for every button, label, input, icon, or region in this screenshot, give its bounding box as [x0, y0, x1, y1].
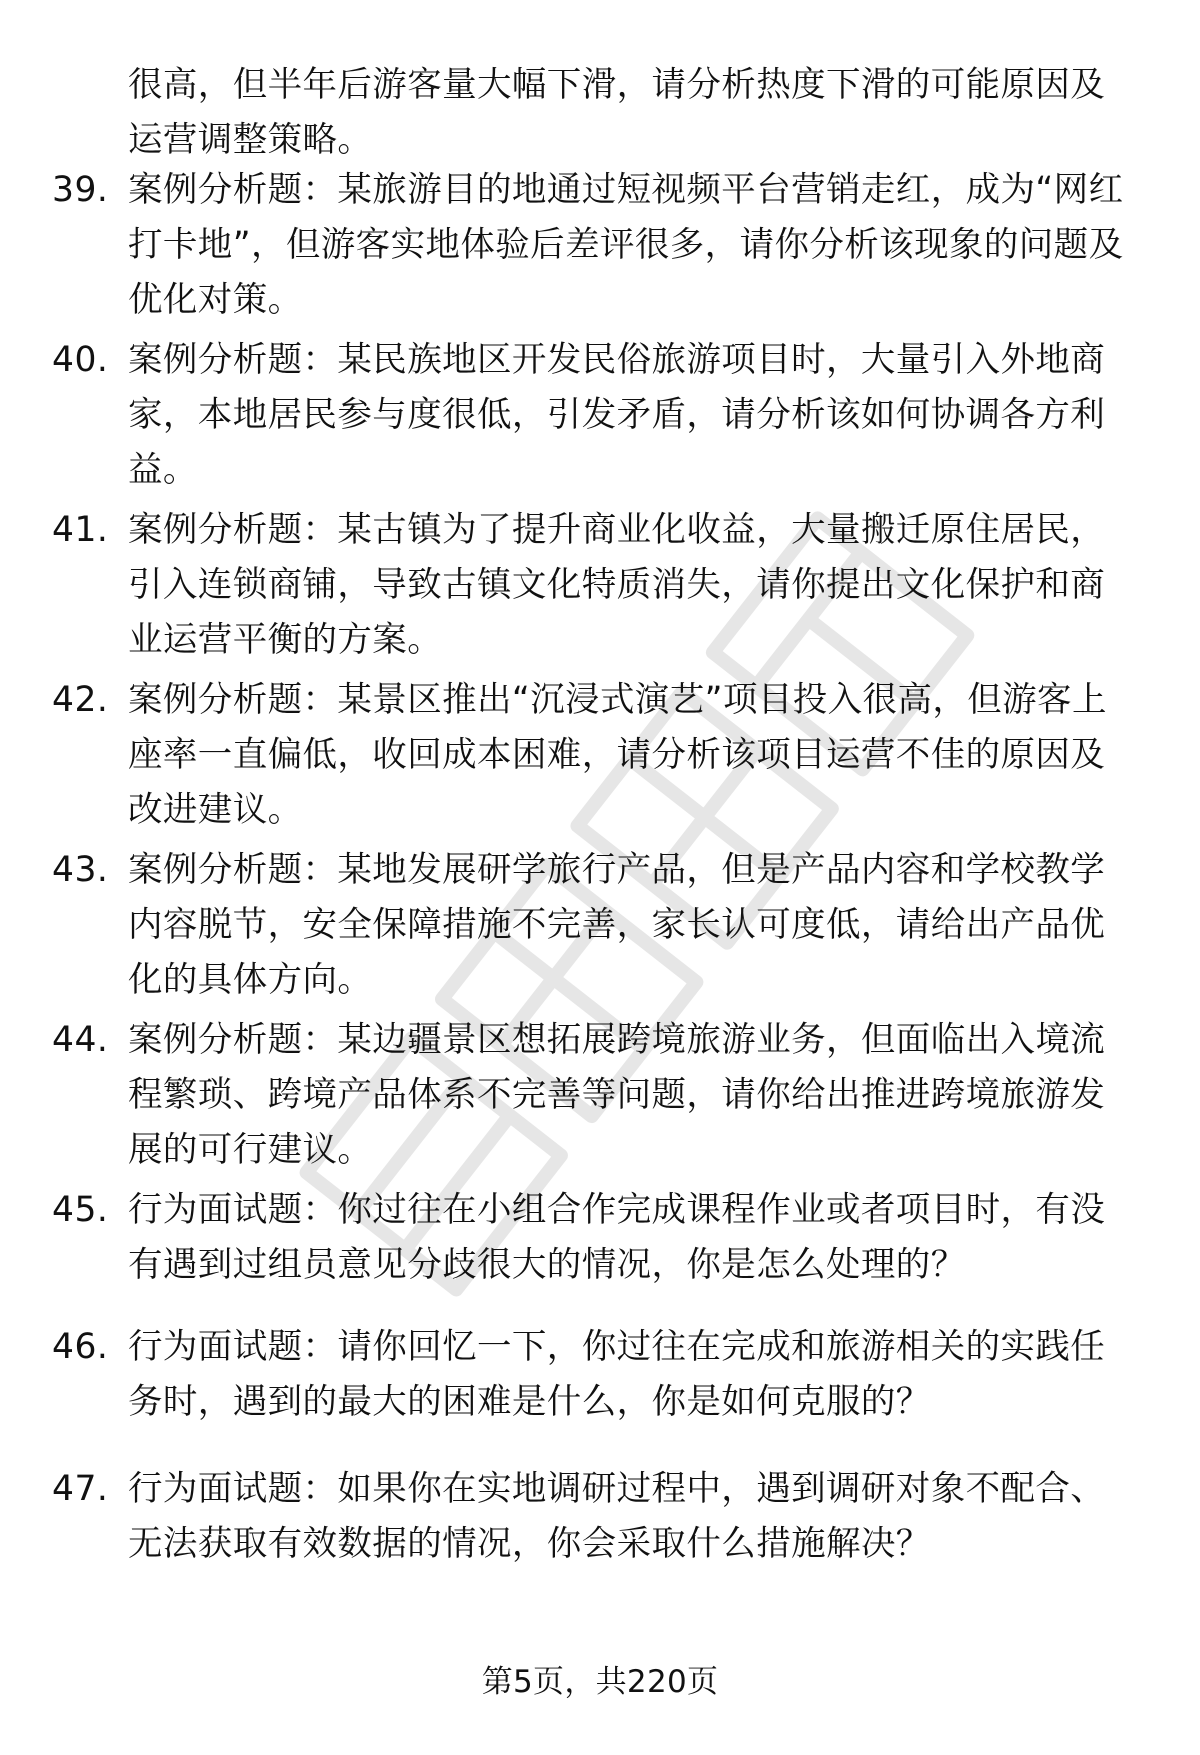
question-number: 43.: [52, 850, 109, 890]
question-text: 案例分析题：某民族地区开发民俗旅游项目时，大量引入外地商家，本地居民参与度很低，引发矛盾，请分析该如何协调各方利益。: [128, 340, 1106, 490]
question-number: 45.: [52, 1190, 109, 1230]
question-text: 行为面试题：请你回忆一下，你过往在完成和旅游相关的实践任务时，遇到的最大的困难是什么，你是如何克服的？: [128, 1327, 1106, 1422]
question-text: 案例分析题：某边疆景区想拓展跨境旅游业务，但面临出入境流程繁琐、跨境产品体系不完善等问题，请你给出推进跨境旅游发展的可行建议。: [128, 1020, 1106, 1170]
question-text: 案例分析题：某景区推出“沉浸式演艺”项目投入很高，但游客上座率一直偏低，收回成本困难，请分析该项目运营不佳的原因及改进建议。: [128, 680, 1107, 830]
question-text: 案例分析题：某旅游目的地通过短视频平台营销走红，成为“网红打卡地”，但游客实地体验后差评很多，请你分析该现象的问题及优化对策。: [128, 170, 1124, 320]
question-number: 46.: [52, 1327, 109, 1367]
question-number: 47.: [52, 1469, 109, 1509]
question-item: [52, 1320, 1142, 1430]
question-item: [52, 1183, 1142, 1293]
question-item: [52, 1013, 1142, 1178]
question-number: 40.: [52, 340, 109, 380]
question-item: [52, 163, 1142, 328]
continuation-text: 很高，但半年后游客量大幅下滑，请分析热度下滑的可能原因及运营调整策略。: [128, 65, 1106, 160]
question-number: 44.: [52, 1020, 109, 1060]
question-text: 案例分析题：某古镇为了提升商业化收益，大量搬迁原住居民，引入连锁商铺，导致古镇文化特质消失，请你提出文化保护和商业运营平衡的方案。: [128, 510, 1106, 660]
question-text: 行为面试题：你过往在小组合作完成课程作业或者项目时，有没有遇到过组员意见分歧很大的情况，你是怎么处理的？: [128, 1190, 1106, 1285]
question-number: 41.: [52, 510, 109, 550]
page-footer: 第5页，共220页: [481, 1664, 719, 1700]
question-item: [52, 843, 1142, 1008]
question-item: [52, 1462, 1142, 1572]
question-text: 案例分析题：某地发展研学旅行产品，但是产品内容和学校教学内容脱节，安全保障措施不完善，家长认可度低，请给出产品优化的具体方向。: [128, 850, 1106, 1000]
question-item: [52, 333, 1142, 498]
question-item: [52, 503, 1142, 668]
question-item: [52, 673, 1142, 838]
question-number: 42.: [52, 680, 109, 720]
question-text: 行为面试题：如果你在实地调研过程中，遇到调研对象不配合、无法获取有效数据的情况，你会采取什么措施解决？: [128, 1469, 1106, 1564]
question-number: 39.: [52, 170, 109, 210]
